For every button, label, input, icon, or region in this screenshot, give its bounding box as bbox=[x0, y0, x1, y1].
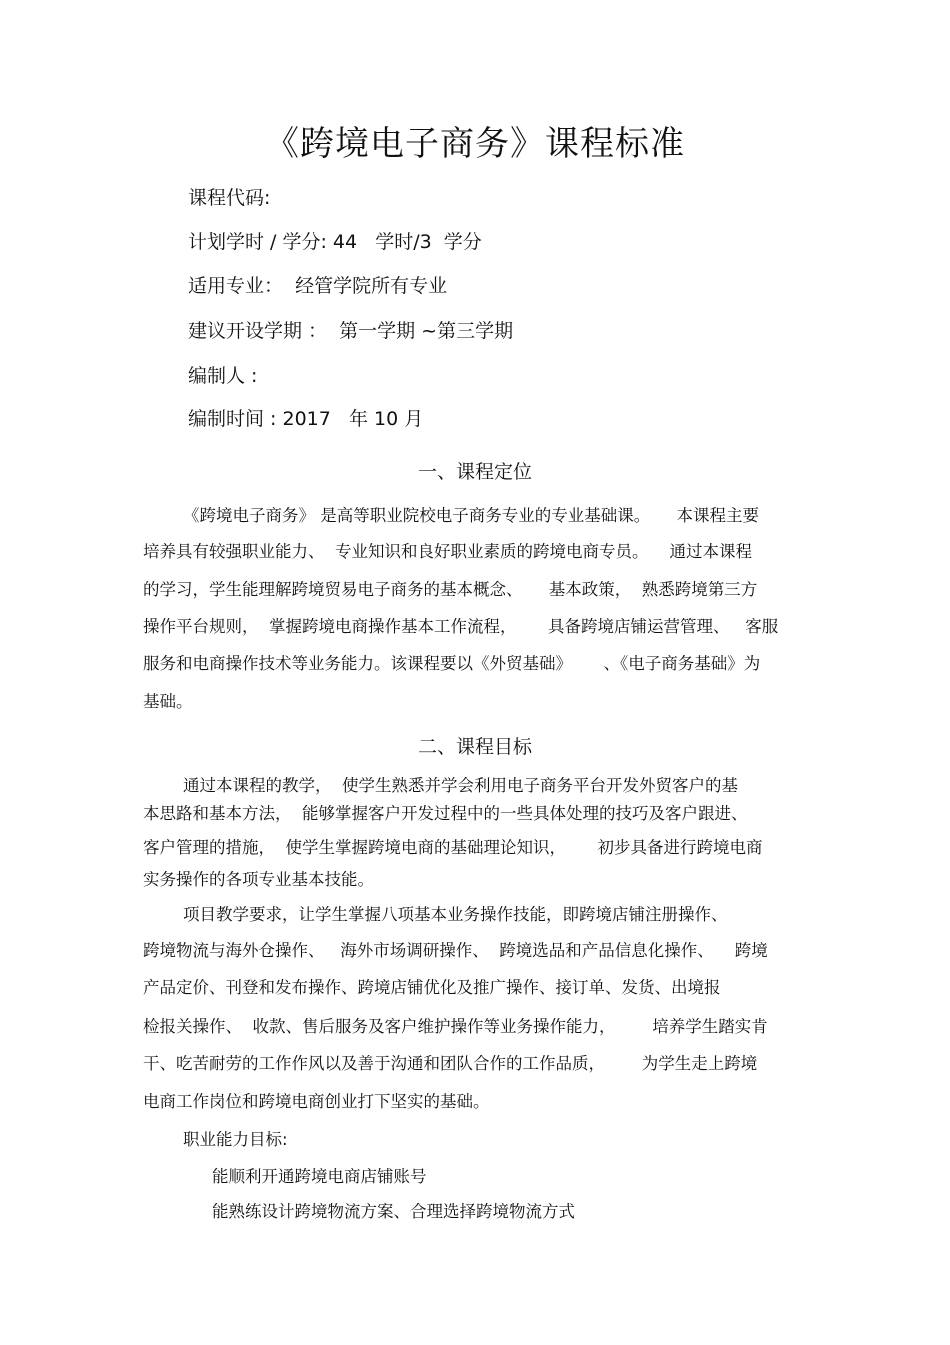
paragraph-line: 客户管理的措施， 使学生掌握跨境电商的基础理论知识， 初步具备进行跨境电商 bbox=[143, 838, 763, 857]
paragraph-line: 干、吃苦耐劳的工作作风以及善于沟通和团队合作的工作品质， 为学生走上跨境 bbox=[143, 1054, 758, 1073]
document-title: 《跨境电子商务》课程标准 bbox=[265, 124, 685, 164]
meta-author: 编制人 : bbox=[188, 365, 258, 387]
paragraph-line: 项目教学要求，让学生掌握八项基本业务操作技能，即跨境店铺注册操作、 bbox=[183, 905, 728, 924]
meta-date: 编制时间 : 2017 年 10 月 bbox=[188, 408, 424, 430]
ability-title: 职业能力目标: bbox=[183, 1130, 288, 1149]
meta-hours-credits: 计划学时 / 学分: 44 学时/3 学分 bbox=[188, 231, 482, 253]
paragraph-line: 电商工作岗位和跨境电商创业打下坚实的基础。 bbox=[143, 1092, 490, 1111]
paragraph-line: 操作平台规则， 掌握跨境电商操作基本工作流程， 具备跨境店铺运营管理、 客服 bbox=[143, 617, 779, 636]
paragraph-line: 通过本课程的教学， 使学生熟悉并学会利用电子商务平台开发外贸客户的基 bbox=[183, 776, 738, 795]
paragraph-line: 的学习，学生能理解跨境贸易电子商务的基本概念、 基本政策， 熟悉跨境第三方 bbox=[143, 580, 758, 599]
paragraph-line: 《跨境电子商务》 是高等职业院校电子商务专业的专业基础课。 本课程主要 bbox=[183, 506, 759, 525]
paragraph-line: 实务操作的各项专业基本技能。 bbox=[143, 870, 374, 889]
meta-major: 适用专业： 经管学院所有专业 bbox=[188, 275, 448, 297]
section-heading-positioning: 一、课程定位 bbox=[417, 461, 532, 483]
paragraph-line: 培养具有较强职业能力、 专业知识和良好职业素质的跨境电商专员。 通过本课程 bbox=[143, 542, 752, 561]
section-heading-objectives: 二、课程目标 bbox=[417, 736, 532, 758]
ability-item: 能熟练设计跨境物流方案、合理选择跨境物流方式 bbox=[212, 1202, 575, 1221]
paragraph-line: 跨境物流与海外仓操作、 海外市场调研操作、 跨境选品和产品信息化操作、 跨境 bbox=[143, 941, 768, 960]
paragraph-line: 基础。 bbox=[143, 692, 193, 711]
paragraph-line: 服务和电商操作技术等业务能力。该课程要以《外贸基础》 、《电子商务基础》为 bbox=[143, 654, 761, 673]
paragraph-line: 本思路和基本方法， 能够掌握客户开发过程中的一些具体处理的技巧及客户跟进、 bbox=[143, 804, 748, 823]
meta-semester: 建议开设学期 ： 第一学期 ~第三学期 bbox=[188, 320, 514, 342]
meta-course-code: 课程代码: bbox=[188, 187, 271, 209]
paragraph-line: 产品定价、刊登和发布操作、跨境店铺优化及推广操作、接订单、发货、出境报 bbox=[143, 978, 721, 997]
ability-item: 能顺利开通跨境电商店铺账号 bbox=[212, 1167, 427, 1186]
paragraph-line: 检报关操作、 收款、售后服务及客户维护操作等业务操作能力， 培养学生踏实肯 bbox=[143, 1017, 768, 1036]
